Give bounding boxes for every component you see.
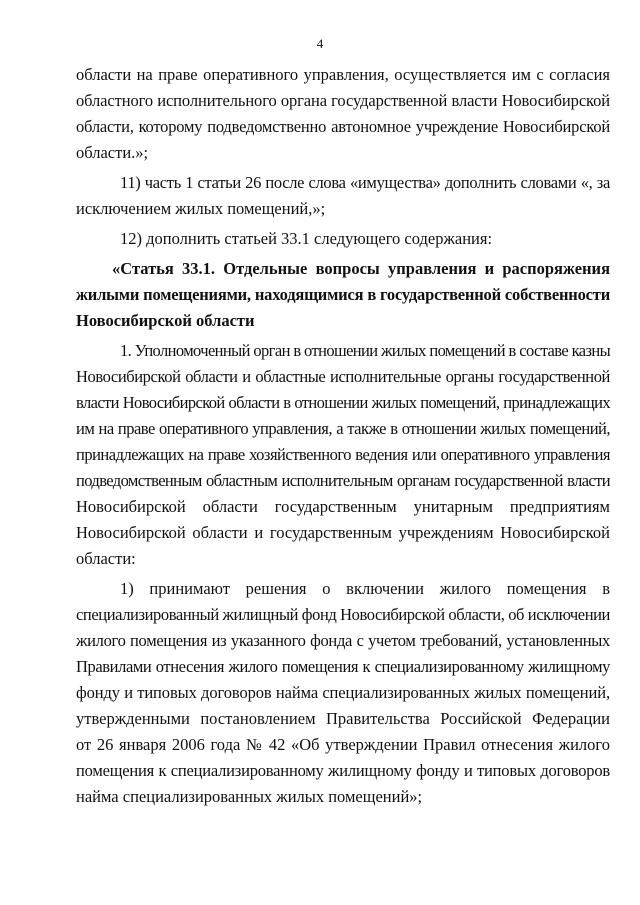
text-line: Новосибирской области и областные исполнительные органы государственной [76, 367, 610, 386]
text-line: Новосибирской области и государственным учреждениям Новосибирской [76, 523, 610, 542]
text-line: областного исполнительного органа государственной власти Новосибирской [76, 91, 610, 110]
text-line: Правилами отнесения жилого помещения к специализированному жилищному [76, 657, 610, 676]
text-line: утвержденными постановлением Правительства Российской Федерации [76, 709, 610, 728]
text-line: 12) дополнить статьей 33.1 следующего содержания: [120, 229, 493, 248]
text-line: подведомственным областным исполнительным органам государственной власти [76, 471, 610, 490]
text-line: найма специализированных жилых помещений»; [76, 787, 423, 806]
text-line: специализированный жилищный фонд Новосибирской области, об исключении [76, 605, 610, 624]
text-line: 1) принимают решения о включении жилого помещения в [120, 579, 610, 598]
text-line: принадлежащих на праве хозяйственного ведения или оперативного управления [76, 445, 610, 464]
text-line: жилого помещения из указанного фонда с учетом требований, установленных [76, 631, 610, 650]
text-line: фонду и типовых договоров найма специализированных жилых помещений, [76, 683, 610, 702]
article-heading-line: Новосибирской области [76, 311, 255, 330]
article-heading-line: жилыми помещениями, находящимися в государственной собственности [76, 285, 610, 304]
text-line: помещения к специализированному жилищному фонду и типовых договоров [76, 761, 610, 780]
text-line: 11) часть 1 статьи 26 после слова «имущества» дополнить словами «, за [120, 173, 610, 192]
text-line: области: [76, 549, 136, 568]
text-line: области.»; [76, 143, 149, 162]
text-line: Новосибирской области государственным унитарным предприятиям [76, 497, 610, 516]
text-line: области на праве оперативного управления, осуществляется им с согласия [76, 65, 610, 84]
text-line: исключением жилых помещений,»; [76, 199, 326, 218]
text-line: от 26 января 2006 года № 42 «Об утверждении Правил отнесения жилого [76, 735, 610, 754]
document-body [76, 62, 610, 810]
text-line: 1. Уполномоченный орган в отношении жилых помещений в составе казны [120, 341, 611, 360]
text-line: им на праве оперативного управления, а также в отношении жилых помещений, [76, 419, 610, 438]
article-heading-line: «Статья 33.1. Отдельные вопросы управления и распоряжения [112, 259, 610, 278]
text-line: власти Новосибирской области в отношении жилых помещений, принадлежащих [76, 393, 610, 412]
page-number: 4 [316, 36, 324, 51]
text-line: области, которому подведомственно автономное учреждение Новосибирской [76, 117, 610, 136]
